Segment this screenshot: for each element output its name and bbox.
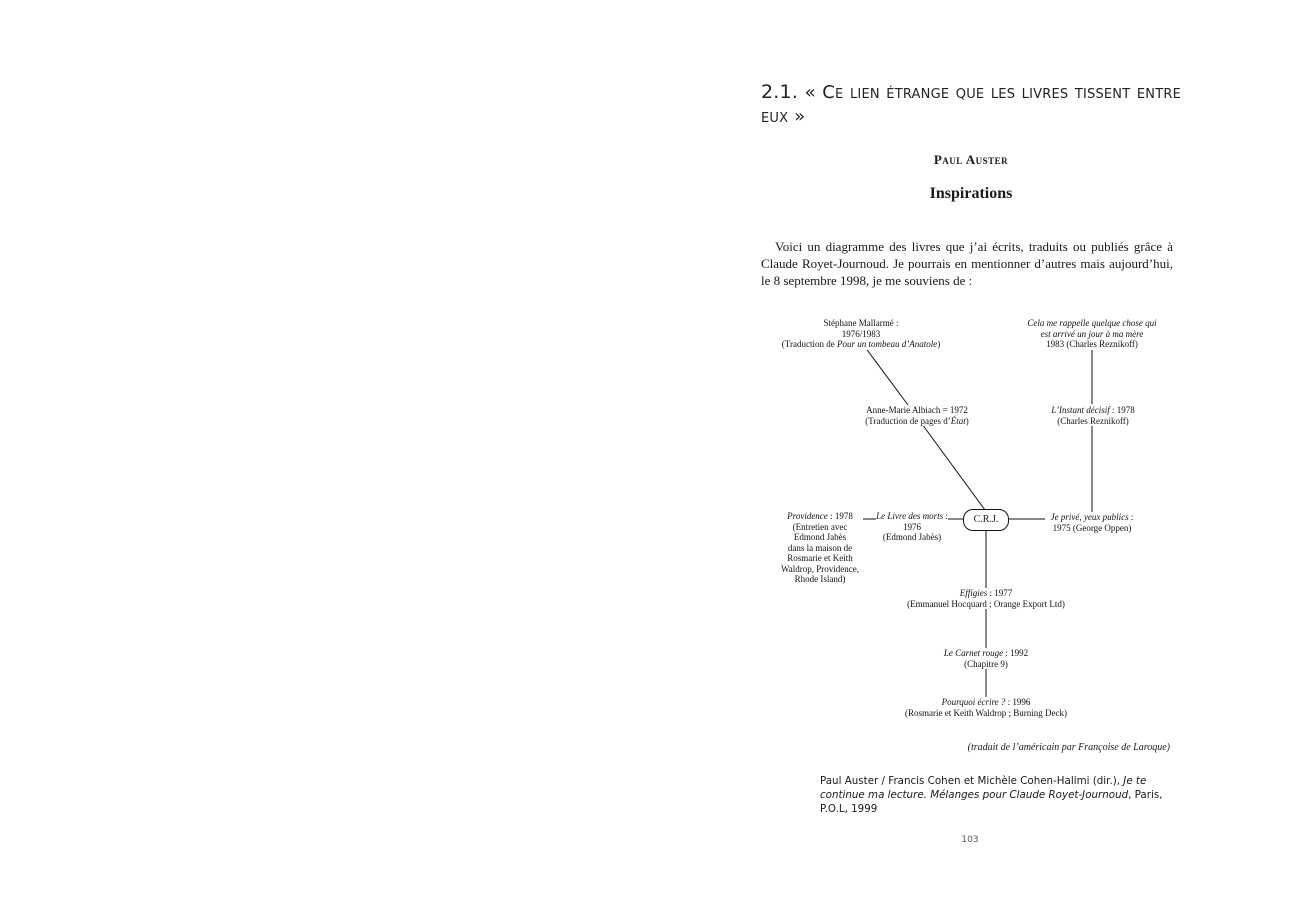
article-title: Inspirations (929, 185, 1013, 202)
section-title: « Ce lien étrange que les livres tissent entre eux » (761, 82, 1182, 127)
node-pourquoi-ecrire: Pourquoi écrire ? : 1996 (Rosmarie et Keith Waldrop ; Burning Deck) (891, 697, 1081, 718)
section-number: 2.1. (761, 81, 799, 103)
source-citation: Paul Auster / Francis Cohen et Michèle Cohen-Halimi (dir.), Je te continue ma lecture. Mélanges pour Claude Royet-Journoud, Paris, P.O.L, 1999 (820, 775, 1163, 815)
node-effigies: Effigies : 1977 (Emmanuel Hocquard ; Orange Export Ltd) (896, 588, 1076, 609)
translation-credit: (traduit de l’américain par Françoise de Laroque) (967, 742, 1170, 753)
node-albiach: Anne-Marie Albiach = 1972 (Traduction de pages d’État) (856, 405, 978, 426)
node-livre-des-morts: Le Livre des morts : 1976 (Edmond Jabès) (876, 511, 948, 542)
node-instant: L’Instant décisif : 1978 (Charles Reznikoff) (1043, 405, 1143, 426)
node-providence: Providence : 1978 (Entretien avec Edmond Jabès dans la maison de Rosmarie et Keith Waldrop, Providence, Rhode Island) (777, 511, 863, 585)
node-mallarme: Stéphane Mallarmé : 1976/1983 (Traduction de Pour un tombeau d’Anatole) (781, 318, 941, 349)
page-number: 103 (961, 835, 979, 845)
node-jeprive: Je privé, yeux publics : 1975 (George Oppen) (1045, 512, 1139, 533)
line-albiach-crj (922, 424, 985, 510)
node-carnet-rouge: Le Carnet rouge : 1992 (Chapitre 9) (926, 648, 1046, 669)
node-cela: Cela me rappelle quelque chose qui est arrivé un jour à ma mère 1983 (Charles Reznikoff) (1027, 318, 1157, 349)
intro-paragraph: Voici un diagramme des livres que j’ai écrits, traduits ou publiés grâce à Claude Royet-Journoud. Je pourrais en mentionner d’autres mais aujourd’hui, le 8 septembre 1998, je me souviens de : (761, 239, 1173, 288)
line-mallarme-albiach (862, 343, 908, 405)
author-name: Paul Auster (933, 152, 1009, 167)
node-crj: C.R.J. (963, 509, 1009, 531)
